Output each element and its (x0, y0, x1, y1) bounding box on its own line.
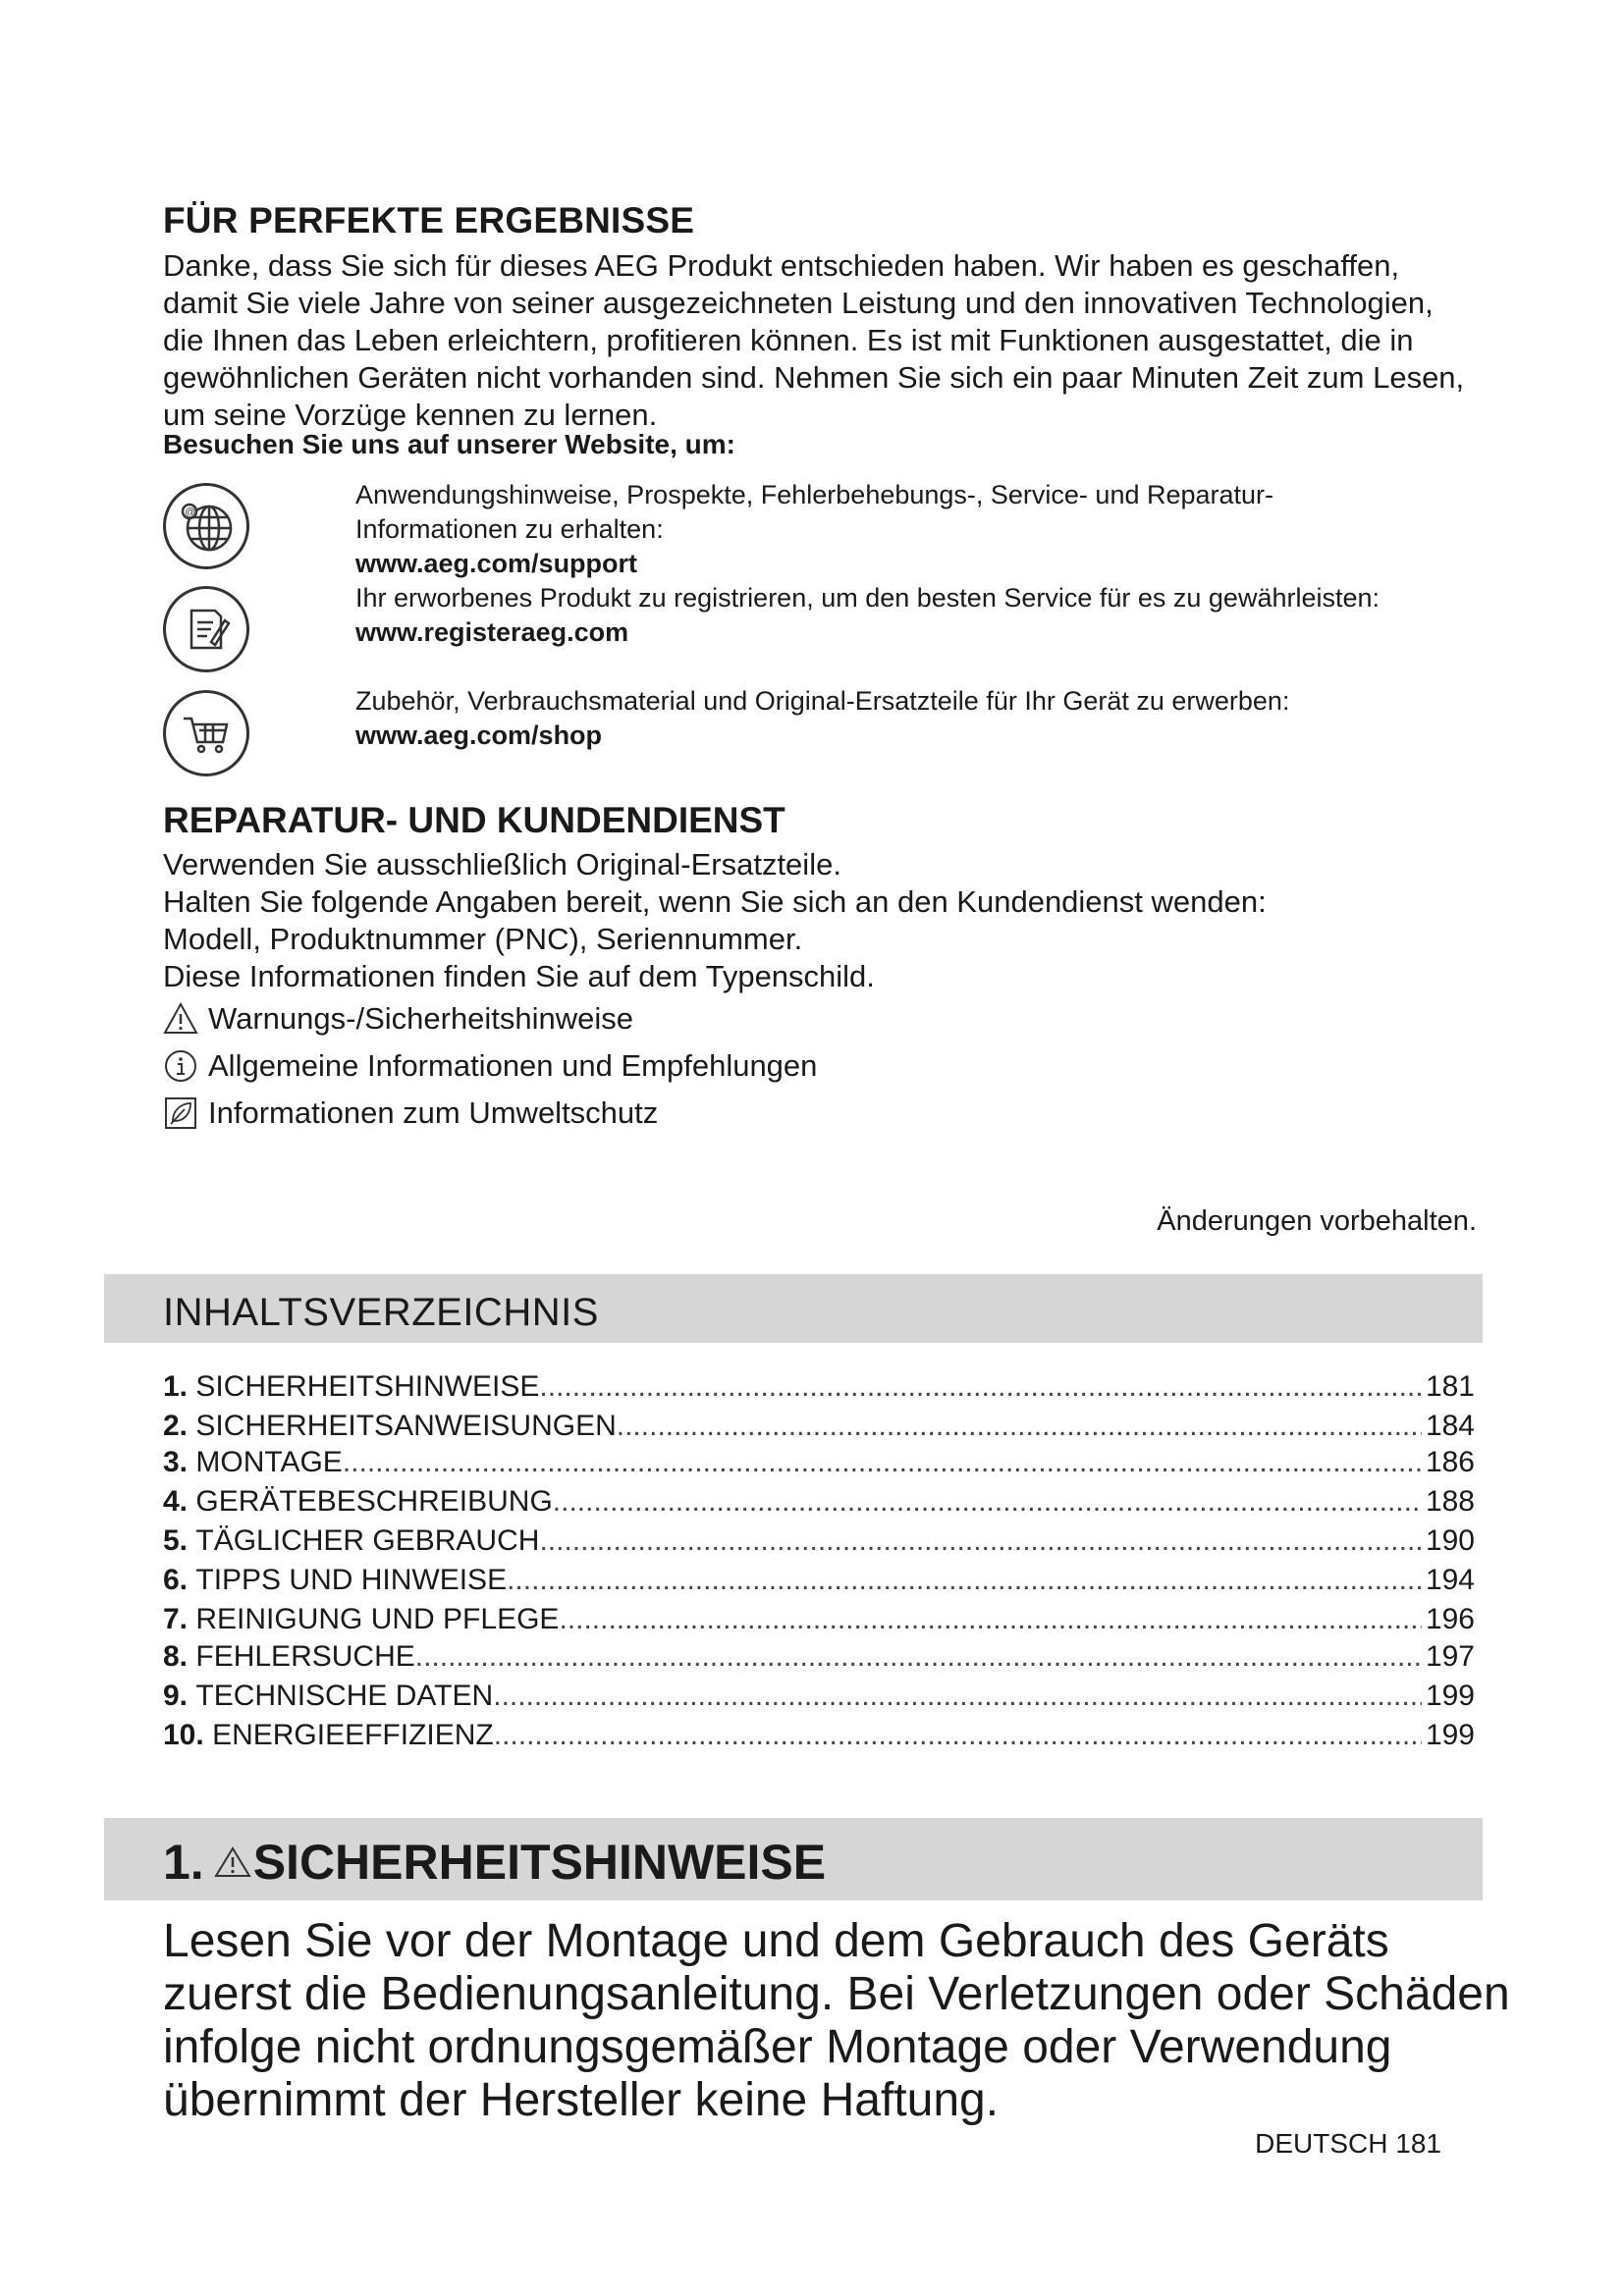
toc-number: 9. (163, 1680, 189, 1712)
toc-row[interactable] (163, 1600, 1475, 1639)
toc-label: FEHLERSUCHE (195, 1640, 415, 1673)
toc-leader (539, 1367, 1422, 1407)
environment-icon (163, 1095, 198, 1131)
svg-text:@: @ (185, 507, 196, 518)
service-line: Diese Informationen finden Sie auf dem Typenschild. (163, 959, 875, 993)
toc-label: MONTAGE (195, 1446, 343, 1478)
warning-icon (163, 1001, 198, 1037)
toc-number: 5. (163, 1524, 189, 1557)
web-item-shop (355, 684, 1435, 753)
service-line: Verwenden Sie ausschließlich Original-Ersatzteile. (163, 847, 841, 881)
service-text (163, 846, 1479, 995)
toc-page: 199 (1425, 1680, 1475, 1712)
toc-page: 186 (1425, 1446, 1475, 1478)
toc-number: 10. (163, 1719, 204, 1751)
toc-page: 199 (1425, 1719, 1475, 1751)
web-item-text: Ihr erworbenes Produkt zu registrieren, um den besten Service für es zu gewährleisten: (355, 583, 1380, 613)
toc-leader (494, 1716, 1422, 1755)
toc-number: 7. (163, 1603, 189, 1635)
legend-label: Warnungs-/Sicherheitshinweise (208, 1001, 634, 1036)
service-line: Halten Sie folgende Angaben bereit, wenn Sie sich an den Kundendienst wenden: (163, 884, 1267, 919)
intro-title: FÜR PERFEKTE ERGEBNISSE (163, 200, 695, 240)
register-icon (163, 586, 249, 672)
toc-row[interactable] (163, 1561, 1475, 1600)
toc-number: 8. (163, 1640, 189, 1673)
toc-leader (493, 1677, 1422, 1716)
toc-label: REINIGUNG UND PFLEGE (195, 1603, 560, 1635)
toc-label: TECHNISCHE DATEN (195, 1680, 494, 1712)
web-item-support (355, 478, 1435, 581)
toc-leader (507, 1561, 1422, 1600)
toc-number: 6. (163, 1564, 189, 1596)
legend-label: Informationen zum Umweltschutz (208, 1095, 659, 1130)
page-footer: DEUTSCH 181 (1255, 2128, 1441, 2159)
toc-leader (553, 1482, 1422, 1522)
service-line: Modell, Produktnummer (PNC), Seriennummer. (163, 922, 803, 956)
shop-link[interactable]: www.aeg.com/shop (355, 721, 603, 750)
legend-info (163, 1048, 817, 1084)
toc-row[interactable] (163, 1637, 1475, 1677)
toc-row[interactable] (163, 1482, 1475, 1522)
web-item-text: Anwendungshinweise, Prospekte, Fehlerbehebungs-, Service- und Reparatur-Informationen zu erhalten: (355, 480, 1274, 544)
section-number: 1. (163, 1835, 204, 1890)
toc-number: 2. (163, 1410, 189, 1442)
toc-label: ENERGIEEFFIZIENZ (212, 1719, 494, 1751)
warning-icon (214, 1845, 251, 1879)
toc-page: 181 (1425, 1370, 1475, 1403)
web-item-text: Zubehör, Verbrauchsmaterial und Original-Ersatzteile für Ihr Gerät zu erwerben: (355, 686, 1290, 716)
toc-leader (415, 1637, 1422, 1677)
toc-page: 194 (1425, 1564, 1475, 1596)
toc-label: SICHERHEITSHINWEISE (195, 1370, 540, 1403)
toc-row[interactable] (163, 1716, 1475, 1755)
toc-row[interactable] (163, 1677, 1475, 1716)
toc-page: 190 (1425, 1524, 1475, 1557)
shopping-cart-icon (163, 690, 249, 776)
visit-heading: Besuchen Sie uns auf unserer Website, um: (163, 429, 735, 459)
support-link[interactable]: www.aeg.com/support (355, 549, 638, 578)
toc-row[interactable] (163, 1407, 1475, 1446)
toc-page: 188 (1425, 1485, 1475, 1518)
toc-number: 4. (163, 1485, 189, 1518)
toc-number: 1. (163, 1370, 189, 1403)
toc-leader (617, 1407, 1422, 1446)
toc-page: 196 (1425, 1603, 1475, 1635)
section-title-text: SICHERHEITSHINWEISE (252, 1835, 827, 1890)
toc-leader (343, 1443, 1422, 1482)
toc-row[interactable] (163, 1443, 1475, 1482)
legend-environment (163, 1095, 658, 1131)
toc-label: TÄGLICHER GEBRAUCH (195, 1524, 540, 1557)
changes-note: Änderungen vorbehalten. (1157, 1205, 1477, 1237)
globe-icon (163, 483, 249, 569)
toc-page: 184 (1425, 1410, 1475, 1442)
service-title: REPARATUR- UND KUNDENDIENST (163, 800, 785, 840)
toc-leader (539, 1522, 1422, 1561)
web-item-register (355, 581, 1435, 650)
toc-title: INHALTSVERZEICHNIS (163, 1291, 599, 1334)
section-intro-text: Lesen Sie vor der Montage und dem Gebrauch des Geräts zuerst die Bedienungsanleitung. Bei Verletzungen oder Schäden infolge nicht ordnungsgemäßer Montage oder Verwendung übernimmt der Hersteller keine Haftung. (163, 1915, 1510, 2126)
register-link[interactable]: www.registeraeg.com (355, 617, 629, 647)
toc-number: 3. (163, 1446, 189, 1478)
toc-row[interactable] (163, 1522, 1475, 1561)
toc-label: GERÄTEBESCHREIBUNG (195, 1485, 553, 1518)
legend-label: Allgemeine Informationen und Empfehlungen (208, 1048, 818, 1083)
toc-label: SICHERHEITSANWEISUNGEN (195, 1410, 617, 1442)
info-icon (163, 1048, 198, 1084)
toc-page: 197 (1425, 1640, 1475, 1673)
section-title (163, 1834, 826, 1891)
toc-label: TIPPS UND HINWEISE (195, 1564, 508, 1596)
toc-row[interactable] (163, 1367, 1475, 1407)
toc-leader (559, 1600, 1422, 1639)
intro-text: Danke, dass Sie sich für dieses AEG Produkt entschieden haben. Wir haben es geschaffen, damit Sie viele Jahre von seiner ausgezeichneten Leistung und den innovativen Technologien, die Ihnen das Leben erleichtern, profitieren können. Es ist mit Funktionen ausgestattet, die in gewöhnlichen Geräten nicht vorhanden sind. Nehmen Sie sich ein paar Minuten Zeit zum Lesen, um seine Vorzüge kennen zu lernen. (163, 248, 1465, 432)
legend-warning (163, 1001, 633, 1037)
